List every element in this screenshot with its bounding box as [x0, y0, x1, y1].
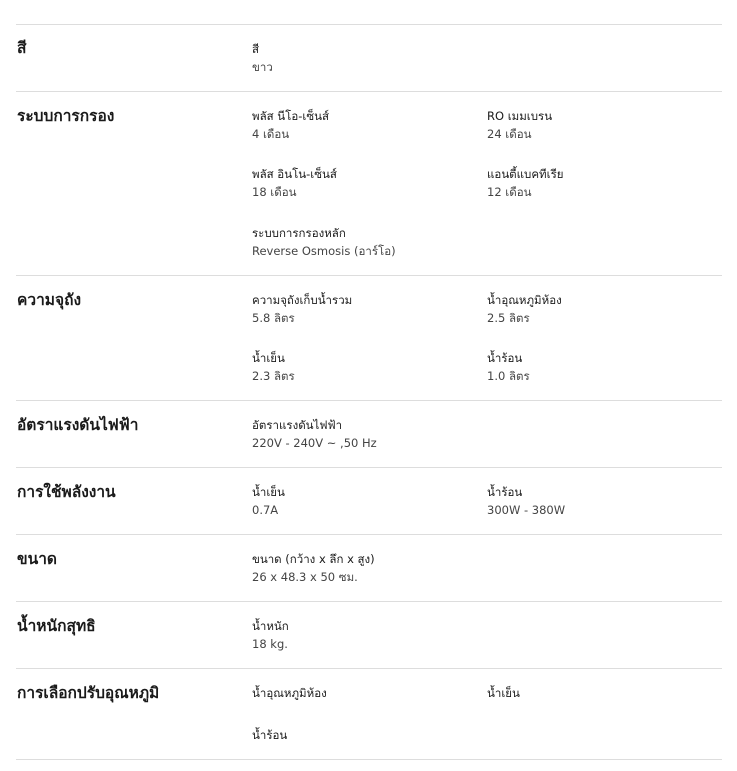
spec-value: 18 kg.: [252, 637, 288, 651]
spec-label: พลัส นีโอ-เซ็นส์: [252, 109, 330, 123]
divider: [16, 24, 722, 25]
spec-label: น้ำอุณหภูมิห้อง: [487, 293, 562, 307]
spec-label: น้ำร้อน: [487, 351, 523, 365]
spec-value: 220V - 240V ~ ,50 Hz: [252, 436, 377, 450]
spec-value: 0.7A: [252, 503, 279, 517]
divider: [16, 275, 722, 276]
spec-label: แอนตี้แบคทีเรีย: [487, 167, 564, 181]
spec-label: สี: [252, 42, 260, 56]
spec-voltage: [252, 416, 377, 452]
divider: [16, 91, 722, 92]
spec-cold-power: [252, 483, 285, 519]
spec-label: น้ำเย็น: [252, 485, 285, 499]
spec-label: อัตราแรงดันไฟฟ้า: [252, 418, 343, 432]
section-title-tank-capacity: ความจุถัง: [17, 291, 82, 309]
spec-plus-inno-sense: [252, 165, 337, 201]
spec-label: น้ำเย็น: [252, 351, 285, 365]
divider: [16, 759, 722, 760]
spec-cold-option: [487, 684, 520, 702]
divider: [16, 400, 722, 401]
spec-main-filtration: [252, 224, 396, 260]
spec-antibacteria: [487, 165, 563, 201]
spec-label: น้ำร้อน: [252, 728, 288, 742]
spec-value: 1.0 ลิตร: [487, 369, 530, 383]
spec-cold-capacity: [252, 349, 295, 385]
section-title-net-weight: น้ำหนักสุทธิ: [17, 617, 96, 635]
divider: [16, 534, 722, 535]
section-title-temperature-options: การเลือกปรับอุณหภูมิ: [17, 684, 160, 702]
spec-label: ระบบการกรองหลัก: [252, 226, 346, 240]
spec-color: [252, 40, 273, 76]
spec-value: ขาว: [252, 60, 273, 74]
spec-value: Reverse Osmosis (อาร์โอ): [252, 244, 396, 258]
spec-label: น้ำเย็น: [487, 686, 520, 700]
divider: [16, 601, 722, 602]
spec-value: 5.8 ลิตร: [252, 311, 295, 325]
spec-label: น้ำร้อน: [487, 485, 523, 499]
spec-label: น้ำอุณหภูมิห้อง: [252, 686, 327, 700]
spec-label: น้ำหนัก: [252, 619, 289, 633]
section-title-color: สี: [17, 39, 27, 57]
spec-room-temp-option: [252, 684, 327, 702]
spec-value: 24 เดือน: [487, 127, 532, 141]
spec-hot-option: [252, 726, 287, 744]
spec-label: พลัส อินโน-เซ็นส์: [252, 167, 337, 181]
spec-value: 300W - 380W: [487, 503, 566, 517]
spec-value: 2.5 ลิตร: [487, 311, 530, 325]
divider: [16, 467, 722, 468]
spec-value: 4 เดือน: [252, 127, 290, 141]
spec-room-temp-capacity: [487, 291, 562, 327]
spec-dimensions: [252, 550, 375, 586]
spec-label: RO เมมเบรน: [487, 109, 553, 123]
spec-label: ขนาด (กว้าง x ลึก x สูง): [252, 552, 375, 566]
section-title-voltage: อัตราแรงดันไฟฟ้า: [17, 416, 139, 434]
spec-value: 26 x 48.3 x 50 ซม.: [252, 570, 358, 584]
spec-label: ความจุถังเก็บน้ำรวม: [252, 293, 353, 307]
spec-value: 18 เดือน: [252, 185, 297, 199]
spec-hot-capacity: [487, 349, 530, 385]
spec-hot-power: [487, 483, 565, 519]
spec-value: 12 เดือน: [487, 185, 532, 199]
section-title-power: การใช้พลังงาน: [17, 483, 116, 501]
section-title-size: ขนาด: [17, 550, 57, 568]
spec-total-capacity: [252, 291, 352, 327]
divider: [16, 668, 722, 669]
spec-ro-membrane: [487, 107, 552, 143]
spec-plus-neo-sense: [252, 107, 329, 143]
spec-weight: [252, 617, 289, 653]
spec-value: 2.3 ลิตร: [252, 369, 295, 383]
section-title-filtration: ระบบการกรอง: [17, 107, 115, 125]
